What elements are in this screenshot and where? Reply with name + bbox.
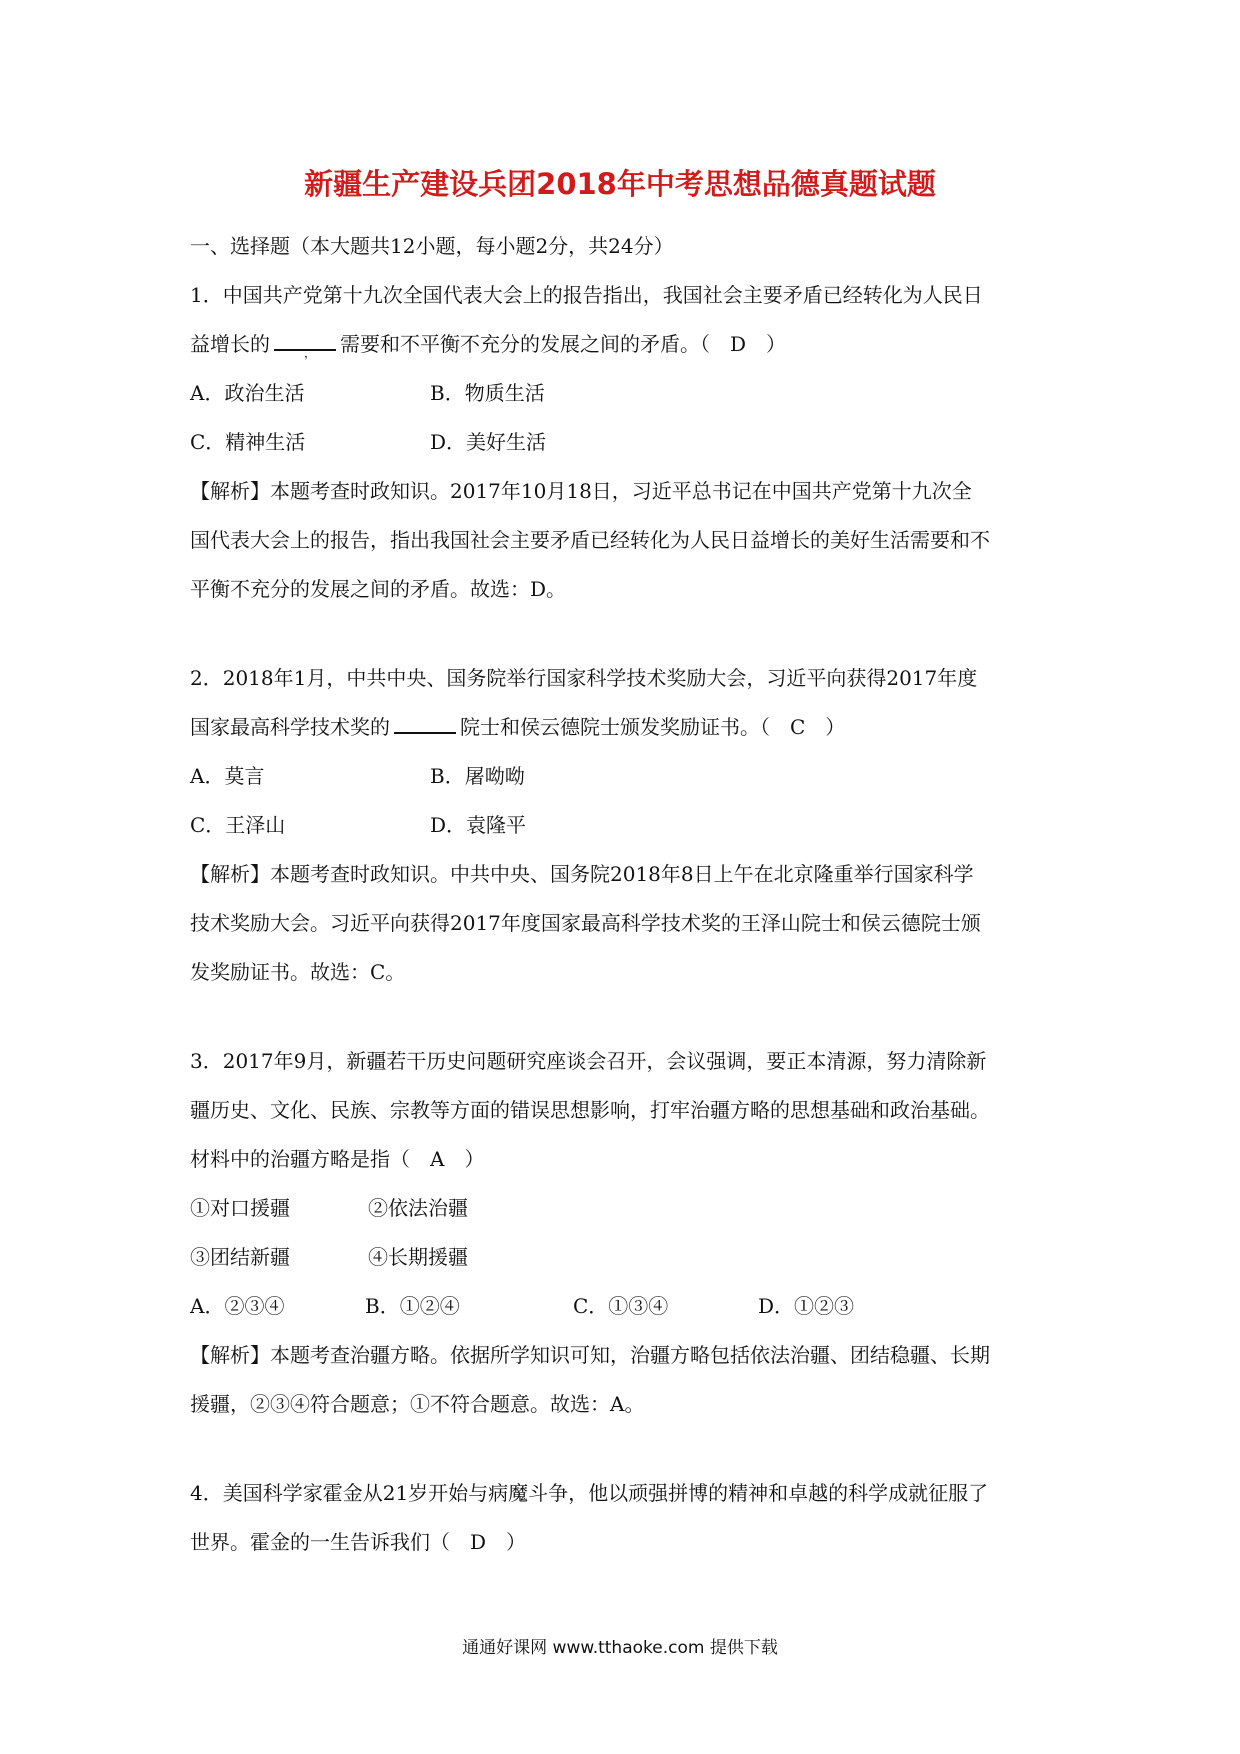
question-2-stem: 2．2018年1月，中共中央、国务院举行国家科学技术奖励大会，习近平向获得2017年度: [190, 666, 978, 690]
option-a: A．②③④: [190, 1294, 285, 1318]
question-2-text-post: 院士和侯云德院士颁发奖励证书。（ C ）: [460, 715, 846, 739]
page-footer: 通通好课网 www.tthaoke.com 提供下载: [462, 1638, 778, 1658]
option-b: B．屠呦呦: [430, 764, 525, 788]
question-3-options-row: [190, 1282, 1060, 1331]
option-c: C．精神生活: [190, 430, 306, 454]
question-1-analysis: 国代表大会上的报告，指出我国社会主要矛盾已经转化为人民日益增长的美好生活需要和不: [190, 528, 990, 552]
option-b: B．①②④: [365, 1294, 460, 1318]
question-3-stem: 3．2017年9月，新疆若干历史问题研究座谈会召开，会议强调，要正本清源，努力清除新: [190, 1049, 987, 1073]
question-2-stem-cont: [190, 703, 1060, 752]
item-4: ④长期援疆: [368, 1245, 468, 1269]
question-3-stem-cont: 疆历史、文化、民族、宗教等方面的错误思想影响，打牢治疆方略的思想基础和政治基础。: [190, 1098, 990, 1122]
question-1-stem: 1．中国共产党第十九次全国代表大会上的报告指出，我国社会主要矛盾已经转化为人民日: [190, 283, 983, 307]
question-4-stem-cont: 世界。霍金的一生告诉我们（ D ）: [190, 1530, 527, 1554]
question-4-stem: 4．美国科学家霍金从21岁开始与病魔斗争，他以顽强拼博的精神和卓越的科学成就征服了: [190, 1481, 989, 1505]
question-3-analysis: 援疆，②③④符合题意；①不符合题意。故选：A。: [190, 1392, 645, 1416]
question-2-options-row: [190, 801, 1060, 850]
page-title: 新疆生产建设兵团2018年中考思想品德真题试题: [304, 167, 936, 201]
option-c: C．①③④: [573, 1294, 669, 1318]
question-1-options-row: [190, 418, 1060, 467]
option-b: B．物质生活: [430, 381, 545, 405]
option-d: D．袁隆平: [430, 813, 527, 837]
question-3-analysis: 【解析】本题考查治疆方略。依据所学知识可知，治疆方略包括依法治疆、团结稳疆、长期: [190, 1343, 990, 1367]
answer-blank: [274, 327, 336, 360]
question-2-text-pre: 国家最高科学技术奖的: [190, 715, 390, 739]
question-3-items-row: [190, 1184, 1060, 1233]
item-3: ③团结新疆: [190, 1245, 290, 1269]
document-body: [190, 222, 1060, 1567]
question-1-analysis: 【解析】本题考查时政知识。2017年10月18日，习近平总书记在中国共产党第十九次全: [190, 479, 972, 503]
item-2: ②依法治疆: [368, 1196, 468, 1220]
question-2-options-row: [190, 752, 1060, 801]
item-1: ①对口援疆: [190, 1196, 290, 1220]
question-2-analysis: 技术奖励大会。习近平向获得2017年度国家最高科学技术奖的王泽山院士和侯云德院士颁: [190, 911, 981, 935]
option-c: C．王泽山: [190, 813, 286, 837]
question-3-stem-cont: 材料中的治疆方略是指（ A ）: [190, 1147, 485, 1171]
option-d: D．美好生活: [430, 430, 547, 454]
question-1-analysis: 平衡不充分的发展之间的矛盾。故选：D。: [190, 577, 567, 601]
question-2-analysis: 发奖励证书。故选：C。: [190, 960, 406, 984]
blank-mark: ，: [304, 346, 317, 360]
option-a: A．政治生活: [190, 381, 305, 405]
question-1-options-row: [190, 369, 1060, 418]
question-1-text-post: 需要和不平衡不充分的发展之间的矛盾。（ D ）: [340, 332, 787, 356]
answer-blank: [394, 710, 456, 734]
option-a: A．莫言: [190, 764, 265, 788]
question-1-stem-cont: [190, 320, 1060, 369]
question-3-items-row: [190, 1233, 1060, 1282]
section-heading: 一、选择题（本大题共12小题，每小题2分，共24分）: [190, 234, 674, 258]
option-d: D．①②③: [758, 1294, 855, 1318]
question-1-text-pre: 益增长的: [190, 332, 270, 356]
question-2-analysis: 【解析】本题考查时政知识。中共中央、国务院2018年8日上午在北京隆重举行国家科学: [190, 862, 974, 886]
